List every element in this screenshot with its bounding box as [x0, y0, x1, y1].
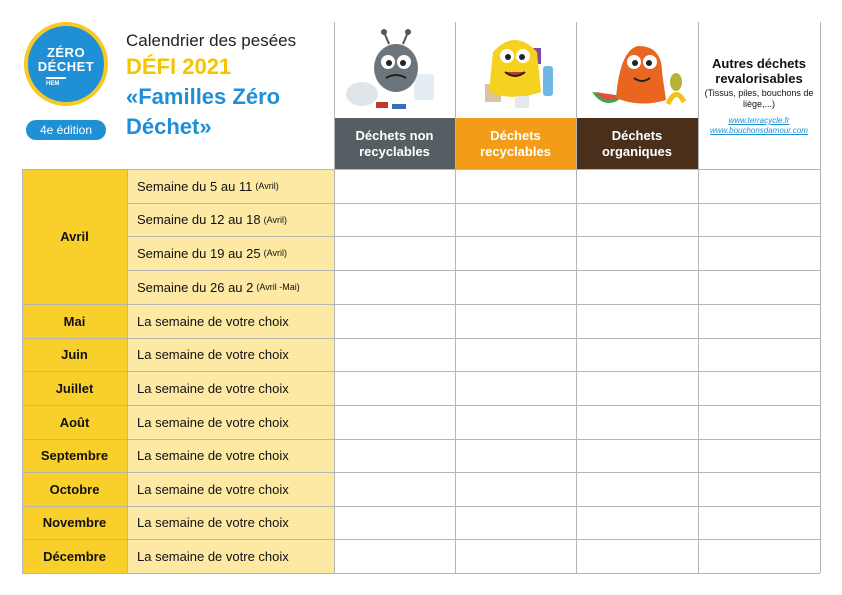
weight-cell-recyclables[interactable]: [455, 169, 576, 203]
month-cell-novembre: Novembre: [22, 506, 127, 539]
week-label: Semaine du 5 au 11: [137, 178, 253, 194]
week-cell: [127, 405, 334, 439]
weight-cell-autres[interactable]: [698, 472, 820, 506]
yellow-recycling-monster-icon: [455, 22, 576, 118]
weight-cell-autres[interactable]: [698, 169, 820, 203]
logo-line3: HEM: [46, 81, 60, 87]
week-label: La semaine de votre choix: [137, 414, 289, 430]
weight-cell-organiques[interactable]: [576, 236, 698, 270]
column-divider: [334, 22, 335, 573]
title-line1: Calendrier des pesées: [126, 31, 297, 50]
weight-cell-non-recyclables[interactable]: [334, 270, 455, 304]
weight-cell-recyclables[interactable]: [455, 203, 576, 236]
weight-cell-recyclables[interactable]: [455, 270, 576, 304]
month-cell-juillet: Juillet: [22, 371, 127, 405]
row-divider: [22, 573, 820, 574]
weight-cell-non-recyclables[interactable]: [334, 169, 455, 203]
month-cell-mai: Mai: [22, 304, 127, 338]
link-terracycle[interactable]: www.terracycle.fr: [728, 116, 790, 125]
edition-badge: 4e édition: [26, 120, 106, 140]
weight-cell-organiques[interactable]: [576, 539, 698, 573]
weight-cell-organiques[interactable]: [576, 203, 698, 236]
weight-cell-organiques[interactable]: [576, 439, 698, 472]
label-recyclables: Déchets recyclables: [455, 118, 576, 169]
weight-cell-non-recyclables[interactable]: [334, 506, 455, 539]
column-divider: [820, 22, 821, 573]
weight-cell-recyclables[interactable]: [455, 506, 576, 539]
month-cell-avril: Avril: [22, 169, 127, 304]
month-cell-decembre: Décembre: [22, 539, 127, 573]
month-cell-juin: Juin: [22, 338, 127, 371]
weight-cell-organiques[interactable]: [576, 472, 698, 506]
weight-cell-organiques[interactable]: [576, 371, 698, 405]
weight-cell-organiques[interactable]: [576, 169, 698, 203]
week-cell: [127, 506, 334, 539]
weight-cell-autres[interactable]: [698, 236, 820, 270]
row-divider: [127, 270, 820, 271]
month-cell-septembre: Septembre: [22, 439, 127, 472]
week-cell: [127, 371, 334, 405]
weight-cell-non-recyclables[interactable]: [334, 304, 455, 338]
title-line2: DÉFI 2021: [126, 54, 232, 79]
row-divider: [22, 304, 820, 305]
label-organiques: Déchets organiques: [576, 118, 698, 169]
title-line4: Déchet»: [126, 114, 212, 139]
row-divider: [127, 203, 820, 204]
weight-cell-recyclables[interactable]: [455, 371, 576, 405]
row-divider: [22, 338, 820, 339]
weight-cell-non-recyclables[interactable]: [334, 472, 455, 506]
weight-cell-autres[interactable]: [698, 371, 820, 405]
logo-badge: [24, 22, 108, 106]
row-divider: [22, 472, 820, 473]
autres-subtitle: (Tissus, piles, bouchons de liège,...): [704, 88, 814, 109]
row-divider: [127, 236, 820, 237]
weight-cell-recyclables[interactable]: [455, 304, 576, 338]
month-cell-octobre: Octobre: [22, 472, 127, 506]
grey-trash-monster-icon: [334, 22, 455, 118]
column-header-non-recyclables: [334, 22, 455, 169]
weight-cell-recyclables[interactable]: [455, 439, 576, 472]
week-label: La semaine de votre choix: [137, 481, 289, 497]
week-label: La semaine de votre choix: [137, 313, 289, 329]
week-label: Semaine du 12 au 18: [137, 212, 261, 227]
logo-divider: [46, 77, 66, 79]
zero-dechet-logo: [22, 22, 112, 142]
week-label: La semaine de votre choix: [137, 515, 289, 530]
week-cell: [127, 203, 334, 236]
week-label: Semaine du 26 au 2: [137, 279, 254, 295]
weight-cell-autres[interactable]: [698, 439, 820, 472]
weight-cell-non-recyclables[interactable]: [334, 236, 455, 270]
column-header-autres: [698, 22, 820, 169]
orange-compost-monster-icon: [576, 22, 698, 118]
weight-cell-recyclables[interactable]: [455, 539, 576, 573]
weight-cell-autres[interactable]: [698, 506, 820, 539]
column-divider: [455, 22, 456, 573]
week-label: La semaine de votre choix: [137, 380, 289, 396]
weight-cell-autres[interactable]: [698, 539, 820, 573]
weight-cell-non-recyclables[interactable]: [334, 539, 455, 573]
week-cell: [127, 236, 334, 270]
week-cell: [127, 169, 334, 203]
column-header-organiques: [576, 22, 698, 169]
weight-cell-organiques[interactable]: [576, 270, 698, 304]
week-label: Semaine du 19 au 25: [137, 245, 261, 261]
weight-cell-autres[interactable]: [698, 270, 820, 304]
column-divider: [22, 169, 23, 573]
week-label: La semaine de votre choix: [137, 347, 289, 362]
week-cell: [127, 304, 334, 338]
weight-cell-recyclables[interactable]: [455, 236, 576, 270]
logo-line2: DÉCHET: [37, 59, 95, 74]
logo-line1: ZÉRO: [46, 45, 86, 60]
column-header-recyclables: [455, 22, 576, 169]
week-cell: [127, 439, 334, 472]
link-bouchonsdamour[interactable]: www.bouchonsdamour.com: [710, 126, 808, 135]
row-divider: [22, 405, 820, 406]
weight-cell-recyclables[interactable]: [455, 405, 576, 439]
weight-cell-recyclables[interactable]: [455, 472, 576, 506]
row-divider: [22, 439, 820, 440]
week-cell: [127, 338, 334, 371]
week-note: (Avril): [255, 181, 279, 191]
label-non-recyclables: Déchets non recyclables: [334, 118, 455, 169]
row-divider: [22, 169, 820, 170]
week-note: (Avril -Mai): [256, 282, 300, 292]
column-divider: [576, 22, 577, 573]
month-cell-aout: Août: [22, 405, 127, 439]
weight-cell-organiques[interactable]: [576, 304, 698, 338]
weight-cell-organiques[interactable]: [576, 506, 698, 539]
title-line3: «Familles Zéro: [126, 84, 281, 109]
weight-cell-non-recyclables[interactable]: [334, 405, 455, 439]
weight-cell-non-recyclables[interactable]: [334, 338, 455, 371]
weight-cell-autres[interactable]: [698, 338, 820, 371]
weight-cell-non-recyclables[interactable]: [334, 203, 455, 236]
week-cell: [127, 472, 334, 506]
week-note: (Avril): [263, 214, 287, 225]
weight-cell-organiques[interactable]: [576, 405, 698, 439]
row-divider: [22, 506, 820, 507]
column-divider: [127, 169, 128, 573]
week-cell: [127, 270, 334, 304]
weight-cell-non-recyclables[interactable]: [334, 371, 455, 405]
weight-cell-recyclables[interactable]: [455, 338, 576, 371]
week-label: La semaine de votre choix: [137, 448, 289, 463]
page-title: [126, 30, 331, 142]
weight-cell-autres[interactable]: [698, 405, 820, 439]
row-divider: [22, 539, 820, 540]
weight-cell-autres[interactable]: [698, 203, 820, 236]
week-label: La semaine de votre choix: [137, 548, 289, 564]
column-divider: [698, 22, 699, 573]
weight-cell-autres[interactable]: [698, 304, 820, 338]
row-divider: [22, 371, 820, 372]
weight-cell-non-recyclables[interactable]: [334, 439, 455, 472]
week-note: (Avril): [263, 248, 287, 258]
week-cell: [127, 539, 334, 573]
weight-cell-organiques[interactable]: [576, 338, 698, 371]
autres-title: Autres déchets revalorisables: [712, 56, 806, 86]
